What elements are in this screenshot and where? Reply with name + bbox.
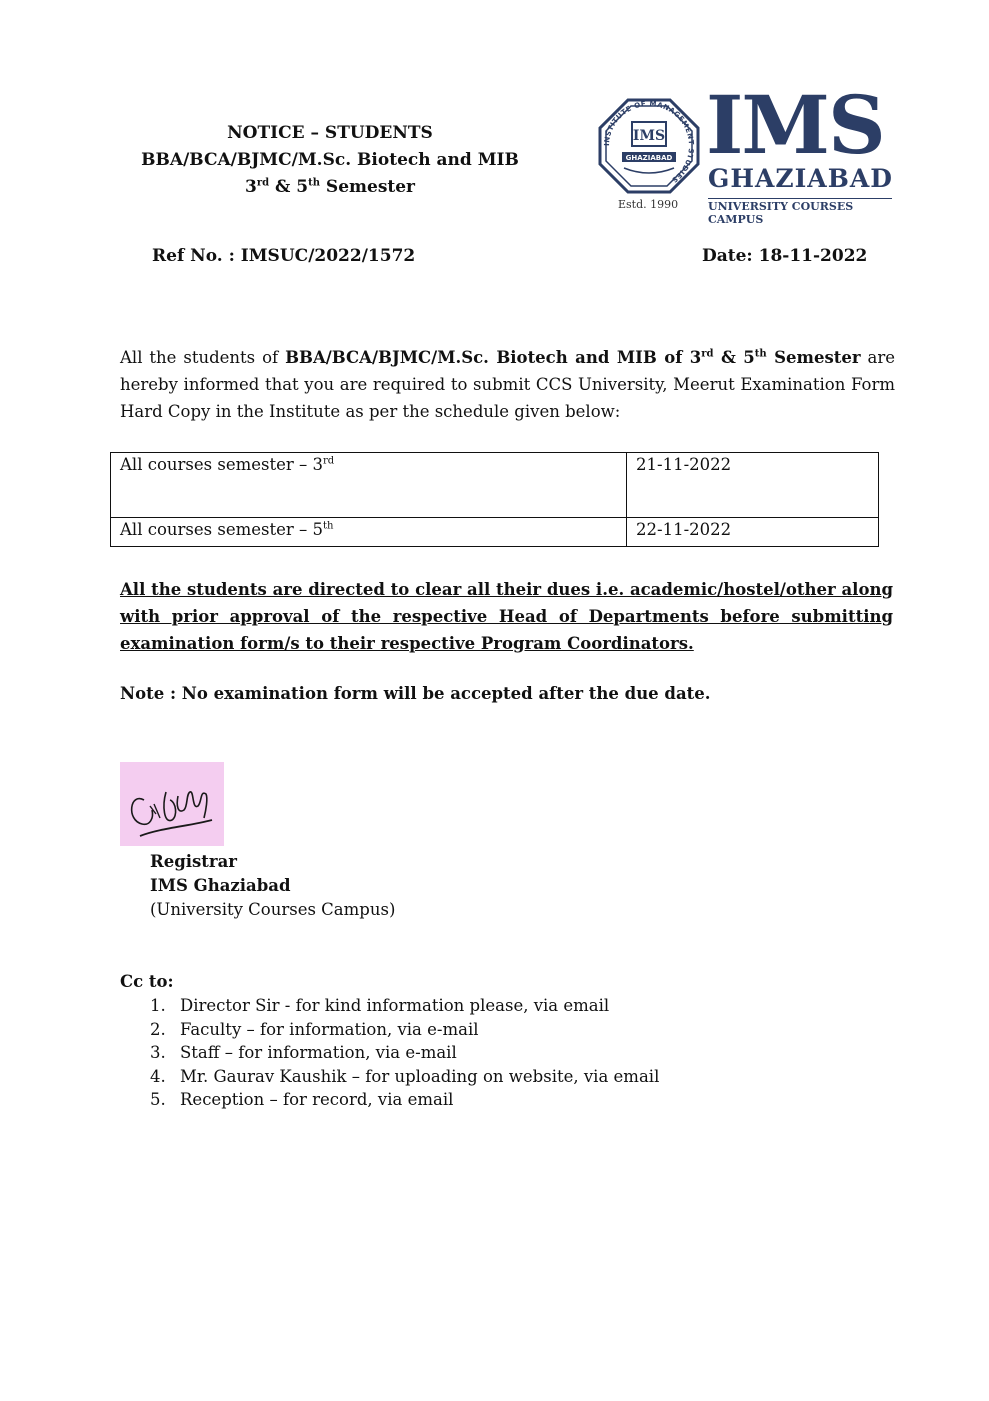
due-date-note: Note : No examination form will be accepted after the due date.: [120, 684, 711, 703]
logo-wordmark: IMS: [706, 78, 884, 172]
ims-seal-icon: [596, 96, 702, 196]
notice-heading: [130, 120, 530, 201]
table-row: [111, 453, 879, 518]
svg-text:GHAZIABAD: GHAZIABAD: [625, 154, 673, 162]
notice-date: Date: 18-11-2022: [702, 246, 868, 266]
schedule-date: 21-11-2022: [627, 453, 879, 518]
logo-city: GHAZIABAD: [708, 164, 893, 193]
reference-number: Ref No. : IMSUC/2022/1572: [152, 246, 416, 266]
notice-body: All the students of BBA/BCA/BJMC/M.Sc. Biotech and MIB of 3rd & 5th Semester are hereby informed that you are required to submit CCS University, Meerut Examination Form Hard Copy in the Institute as per the schedule given below:: [120, 348, 896, 421]
notice-semester: 3rd & 5th Semester: [244, 177, 416, 197]
list-item: 1. Director Sir - for kind information please, via email: [150, 996, 610, 1015]
list-item: 4. Mr. Gaurav Kaushik – for uploading on website, via email: [150, 1066, 660, 1086]
signatory-block: [150, 850, 395, 922]
schedule-course: All courses semester – 5th: [111, 518, 627, 547]
svg-text:IMS: IMS: [632, 128, 666, 144]
ims-logo: [596, 78, 896, 226]
cc-list: [150, 994, 659, 1112]
schedule-date: 22-11-2022: [627, 518, 879, 547]
notice-programs: BBA/BCA/BJMC/M.Sc. Biotech and MIB: [141, 150, 519, 170]
schedule-course: All courses semester – 3rd: [111, 453, 627, 518]
logo-estd: Estd. 1990: [618, 198, 679, 211]
list-item: 5. Reception – for record, via email: [150, 1090, 454, 1109]
list-item: 3. Staff – for information, via e-mail: [150, 1043, 457, 1062]
logo-campus: UNIVERSITY COURSES CAMPUS: [708, 198, 892, 226]
list-item: 2. Faculty – for information, via e-mail: [150, 1019, 479, 1039]
programs-emphasis: BBA/BCA/BJMC/M.Sc. Biotech and MIB of 3rd & 5th Semester: [285, 348, 861, 367]
notice-title: NOTICE – STUDENTS: [227, 123, 433, 143]
svg-text:INSTITUTE OF MANAGEMENT STUDIE: INSTITUTE OF MANAGEMENT STUDIES: [602, 99, 696, 185]
signatory-campus: (University Courses Campus): [150, 900, 396, 919]
signatory-org: IMS Ghaziabad: [150, 876, 291, 895]
schedule-table: [110, 452, 879, 547]
signatory-title: Registrar: [150, 852, 238, 871]
cc-title: Cc to:: [120, 972, 174, 991]
registrar-signature: [120, 762, 224, 846]
table-row: [111, 518, 879, 547]
signature-icon: [120, 762, 224, 846]
dues-directive: All the students are directed to clear all their dues i.e. academic/hostel/other along with prior approval of the respective Head of Departments before submitting examination form/s to their respective Program Coordinators.: [120, 580, 893, 653]
